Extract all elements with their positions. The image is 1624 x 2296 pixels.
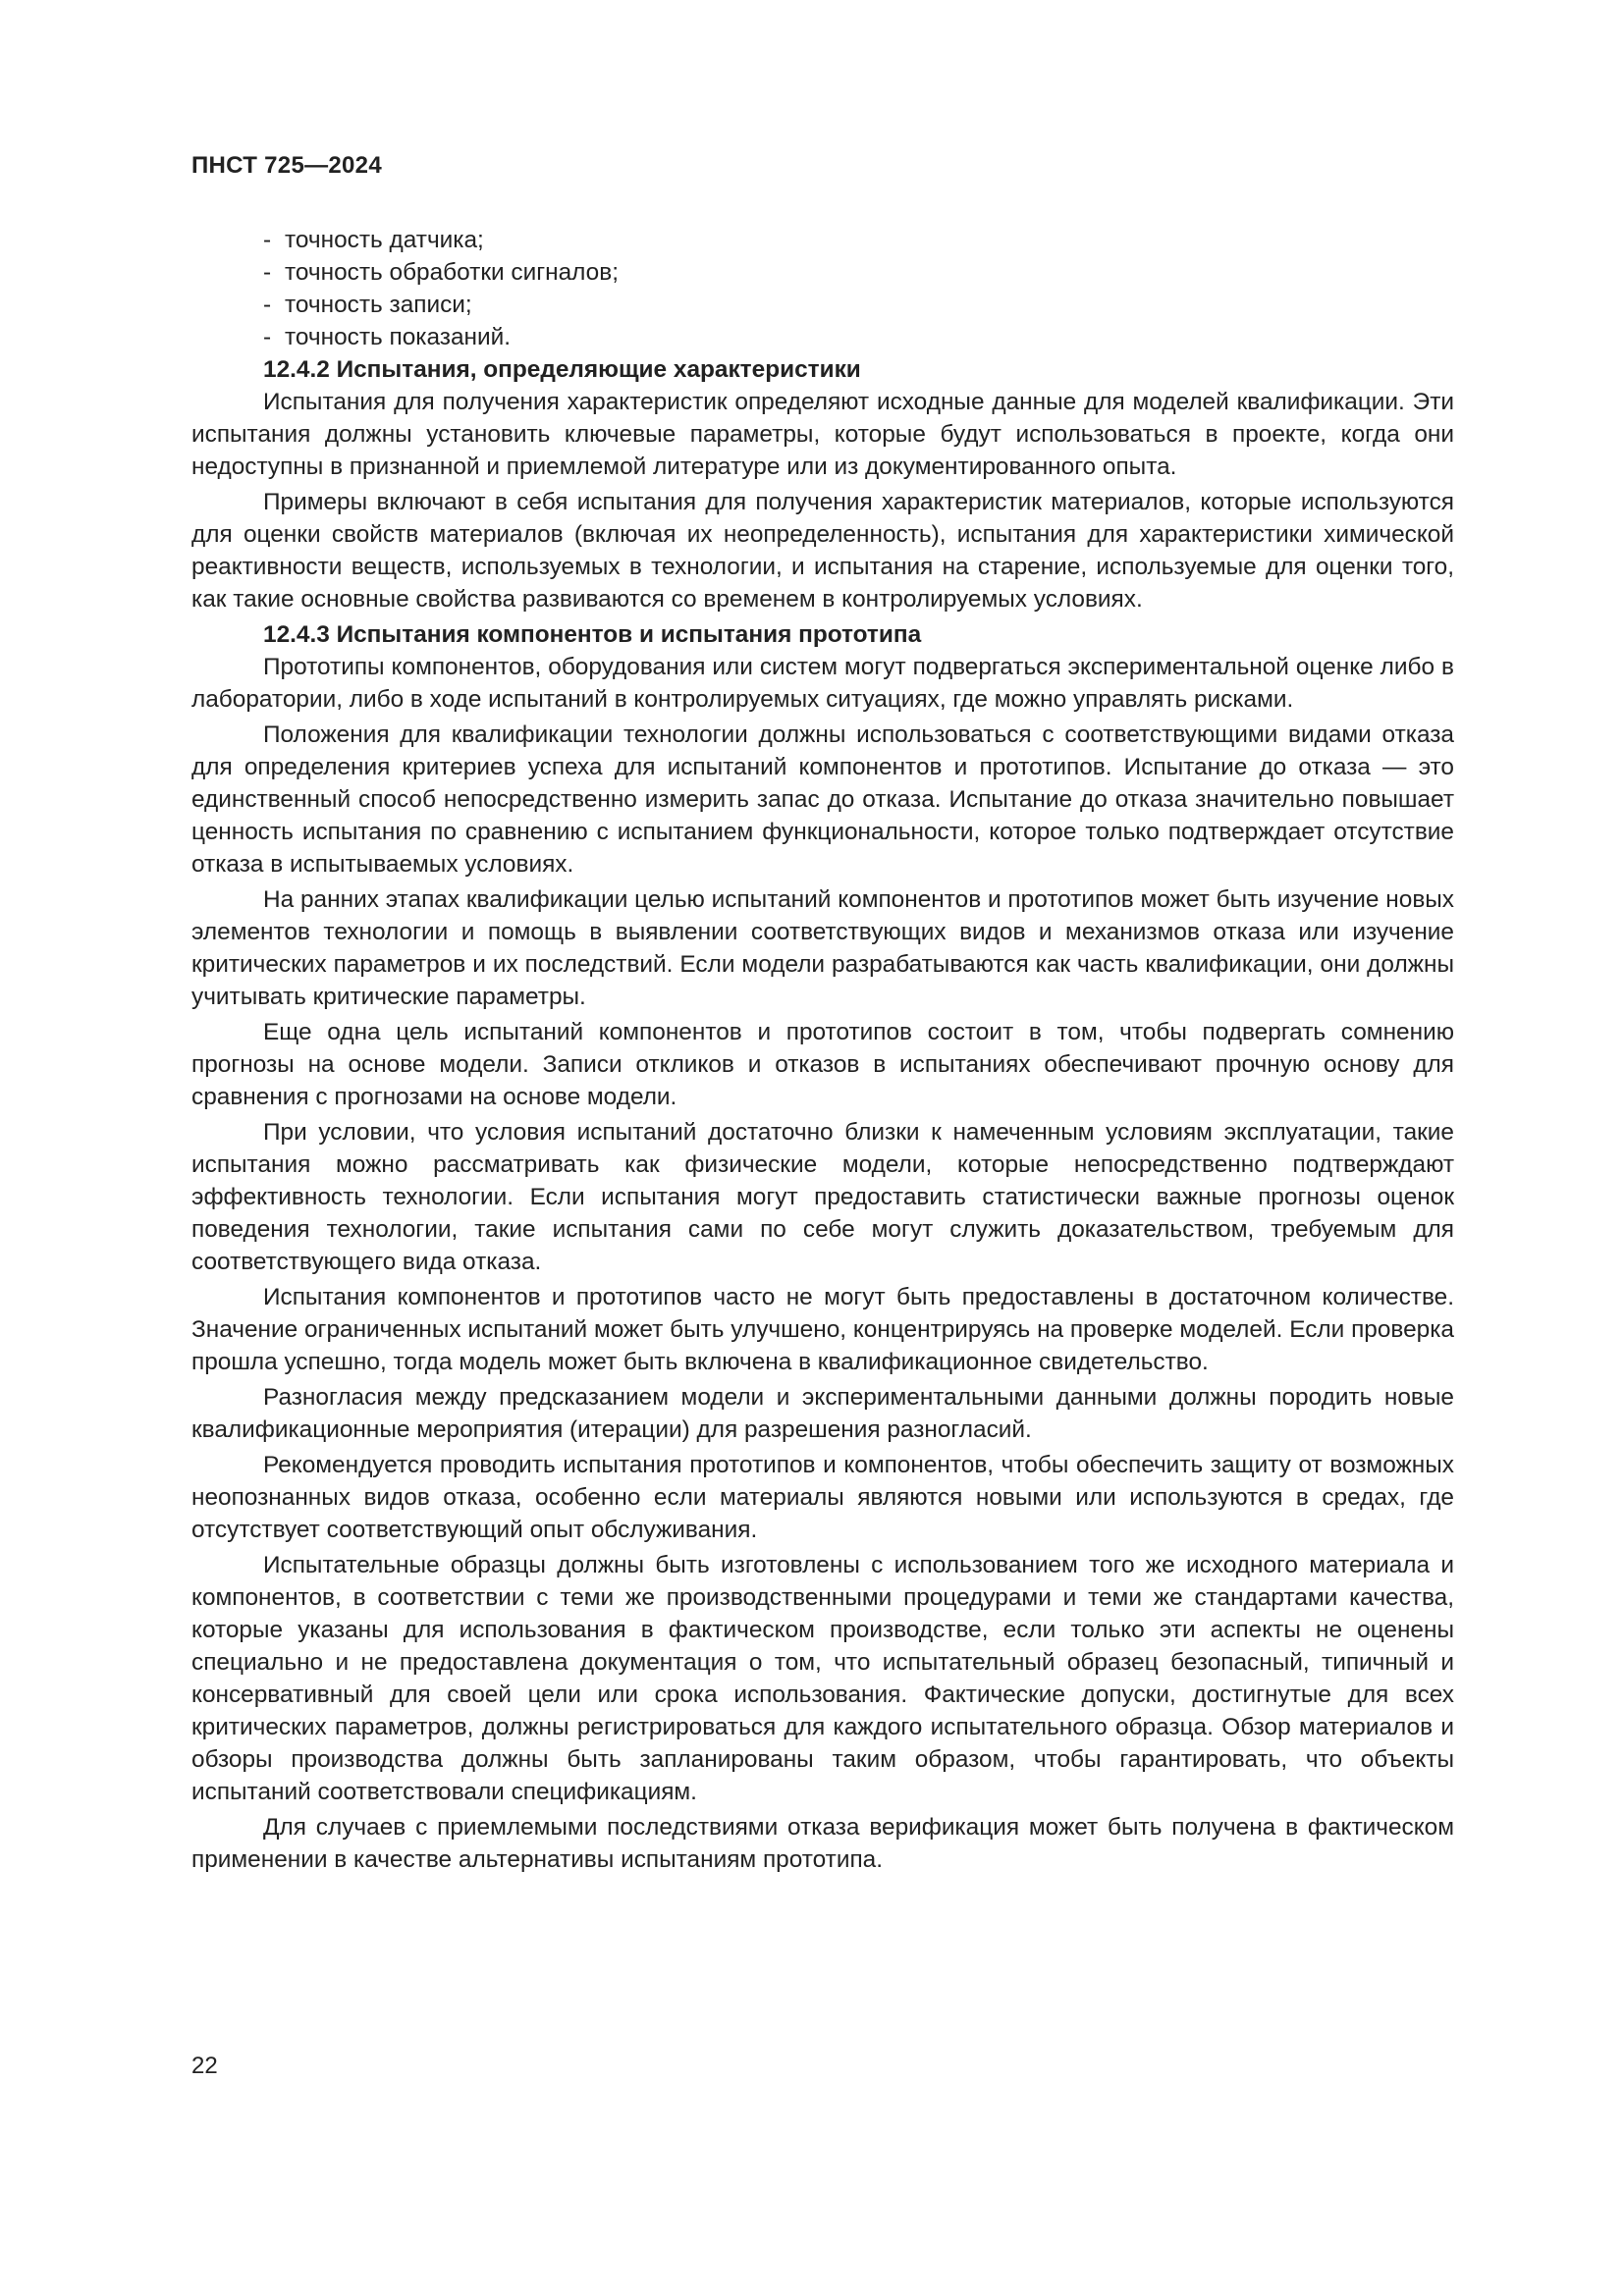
paragraph: Разногласия между предсказанием модели и экспериментальными данными должны породить новые квалификационные мероприятия (итерации) для разрешения разногласий.: [191, 1384, 1454, 1443]
paragraph: Испытательные образцы должны быть изготовлены с использованием того же исходного материала и компонентов, в соответствии с теми же производственными процедурами и теми же стандартами качества, которые указаны для использования в фактическом производстве, если только эти аспекты не оценены специально и не предоставлена документация о том, что испытательный образец безопасный, типичный и консервативный для своей цели или срока использования. Фактические допуски, достигнутые для всех критических параметров, должны регистрироваться для каждого испытательного образца. Обзор материалов и обзоры производства должны быть запланированы таким образом, чтобы гарантировать, что объекты испытаний соответствовали спецификациям.: [191, 1552, 1454, 1805]
dash-marker: -: [263, 227, 272, 253]
section-heading-12-4-2: 12.4.2 Испытания, определяющие характеристики: [263, 356, 861, 383]
accuracy-list: [191, 224, 1454, 353]
paragraph: Рекомендуется проводить испытания прототипов и компонентов, чтобы обеспечить защиту от возможных неопознанных видов отказа, особенно если материалы являются новыми или используются в средах, где отсутствует соответствующий опыт обслуживания.: [191, 1452, 1454, 1543]
paragraph: Прототипы компонентов, оборудования или систем могут подвергаться экспериментальной оценке либо в лаборатории, либо в ходе испытаний в контролируемых ситуациях, где можно управлять рисками.: [191, 654, 1454, 713]
dash-marker: -: [263, 292, 272, 318]
list-item: - точность записи;: [191, 289, 1454, 321]
paragraph: Положения для квалификации технологии должны использоваться с соответствующими видами отказа для определения критериев успеха для испытаний компонентов и прототипов. Испытание до отказа — это единственный способ непосредственно измерить запас до отказа. Испытание до отказа значительно повышает ценность испытания по сравнению с испытанием функциональности, которое только подтверждает отсутствие отказа в испытываемых условиях.: [191, 721, 1454, 878]
document-id-header: ПНСТ 725—2024: [191, 152, 382, 179]
paragraph: Еще одна цель испытаний компонентов и прототипов состоит в том, чтобы подвергать сомнению прогнозы на основе модели. Записи откликов и отказов в испытаниях обеспечивают прочную основу для сравнения с прогнозами на основе модели.: [191, 1019, 1454, 1110]
paragraph: Испытания компонентов и прототипов часто не могут быть предоставлены в достаточном количестве. Значение ограниченных испытаний может быть улучшено, концентрируясь на проверке моделей. Если проверка прошла успешно, тогда модель может быть включена в квалификационное свидетельство.: [191, 1284, 1454, 1375]
paragraph: Испытания для получения характеристик определяют исходные данные для моделей квалификации. Эти испытания должны установить ключевые параметры, которые будут использоваться в проекте, когда они недоступны в признанной и приемлемой литературе или из документированного опыта.: [191, 389, 1454, 480]
paragraph: Для случаев с приемлемыми последствиями отказа верификация может быть получена в фактическом применении в качестве альтернативы испытаниям прототипа.: [191, 1814, 1454, 1873]
list-item: - точность датчика;: [191, 224, 1454, 256]
page-number: 22: [191, 2053, 218, 2079]
section-heading-12-4-3: 12.4.3 Испытания компонентов и испытания прототипа: [263, 621, 922, 648]
paragraph: Примеры включают в себя испытания для получения характеристик материалов, которые используются для оценки свойств материалов (включая их неопределенность), испытания для характеристики химической реактивности веществ, используемых в технологии, и испытания на старение, используемые для оценки того, как такие основные свойства развиваются со временем в контролируемых условиях.: [191, 489, 1454, 613]
paragraph: На ранних этапах квалификации целью испытаний компонентов и прототипов может быть изучение новых элементов технологии и помощь в выявлении соответствующих видов и механизмов отказа или изучение критических параметров и их последствий. Если модели разрабатываются как часть квалификации, они должны учитывать критические параметры.: [191, 886, 1454, 1010]
list-item: - точность показаний.: [191, 321, 1454, 353]
dash-marker: -: [263, 324, 272, 350]
dash-marker: -: [263, 259, 272, 286]
page-content: [191, 224, 1454, 1879]
list-item: - точность обработки сигналов;: [191, 256, 1454, 289]
paragraph: При условии, что условия испытаний достаточно близки к намеченным условиям эксплуатации, такие испытания можно рассматривать как физические модели, которые непосредственно подтверждают эффективность технологии. Если испытания могут предоставить статистически важные прогнозы оценок поведения технологии, такие испытания сами по себе могут служить доказательством, требуемым для соответствующего вида отказа.: [191, 1119, 1454, 1275]
